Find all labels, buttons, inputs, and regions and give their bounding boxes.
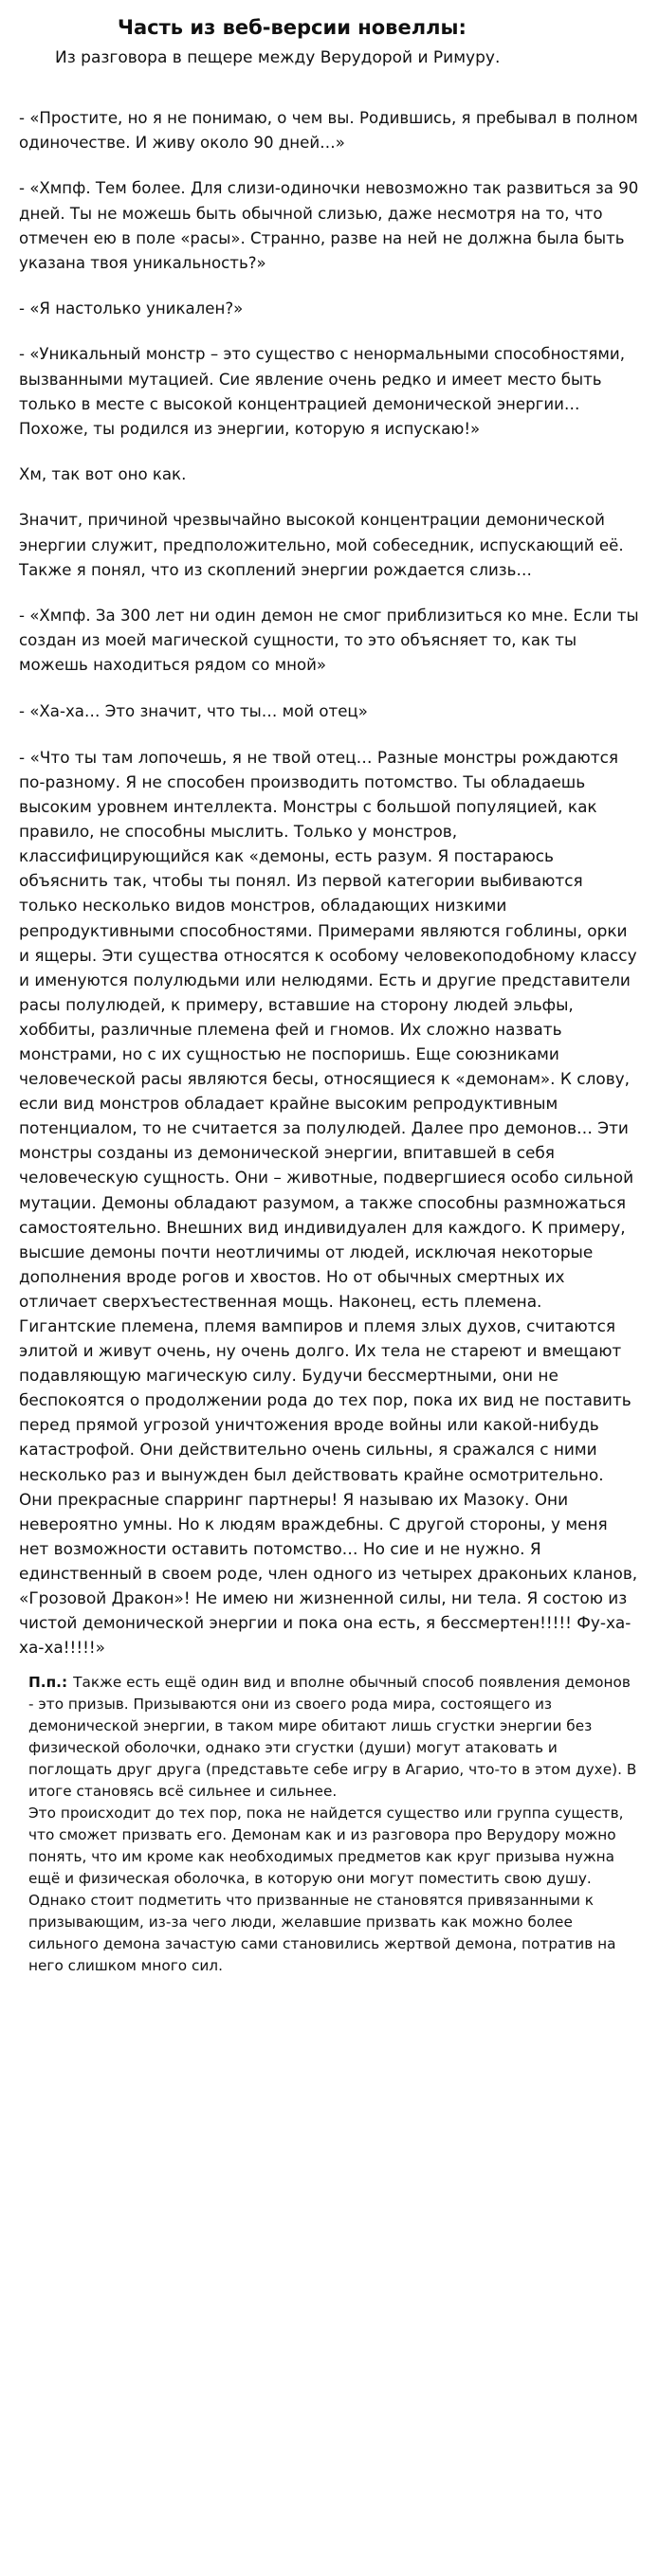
translator-note-text: Также есть ещё один вид и вполне обычный способ появления демонов - это призыв. Призываются они из своего рода мира, состоящего из демонической энергии, в таком мире обитают лишь сгустки энергии без физической оболочки, однако эти сгустки (души) могут атаковать и поглощать друг друга (представьте себе игру в Агарио, что-то в этом духе). В итоге становясь всё сильнее и сильнее. Это происходит до тех пор, пока не найдется существо или группа существ, что сможет призвать его. Демонам как и из разговора про Верудору можно понять, что им кроме как необходимых предметов как круг призыва нужна ещё и физическая оболочка, в которую они могут поместить свою душу. Однако стоит подметить что призванные не становятся привязанными к призывающим, из-за чего люди, желавшие призвать как можно более сильного демона зачастую сами становились жертвой демона, потратив на него слишком много сил. — [28, 1674, 637, 1975]
page-title: Часть из веб-версии новеллы: — [118, 16, 467, 39]
dialogue-monologue: - «Что ты там лопочешь, я не твой отец… Разные монстры рождаются по-разному. Я не способен производить потомство. Ты обладаешь высоким уровнем интеллекта. Монстры с большой популяцией, как правило, не способны мыслить. Только у монстров, классифицирующийся как «демоны, есть разум. Я постараюсь объяснить так, чтобы ты понял. Из первой категории выбиваются только несколько видов монстров, обладающих низкими репродуктивными способностями. Примерами являются гоблины, орки и ящеры. Эти существа относятся к особому человекоподобному классу и именуются полулюдьми или нелюдями. Есть и другие представители расы полулюдей, к примеру, вставшие на сторону людей эльфы, хоббиты, различные племена фей и гномов. Их сложно назвать монстрами, но с их сущностью не поспоришь. Еще союзниками человеческой расы являются бесы, относящиеся к «демонам». К слову, если вид монстров обладает крайне высоким репродуктивным потенциалом, то не считается за полулюдей. Далее про демонов… Эти монстры созданы из демонической энергии, впитавшей в себя человеческую сущность. Они – животные, подвергшиеся особо сильной мутации. Демоны обладают разумом, а также способны размножаться самостоятельно. Внешних вид индивидуален для каждого. К примеру, высшие демоны почти неотличимы от людей, исключая некоторые дополнения вроде рогов и хвостов. Но от обычных смертных их отличает сверхъестественная мощь. Наконец, есть племена. Гигантские племена, племя вампиров и племя злых духов, считаются элитой и живут очень, ну очень долго. Их тела не стареют и вмещают подавляющую магическую силу. Будучи бессмертными, они не беспокоятся о продолжении рода до тех пор, пока их вид не поставить перед прямой угрозой уничтожения вроде войны или какой-нибудь катастрофой. Они действительно очень сильны, я сражался с ними несколько раз и вынужден был действовать крайне осмотрительно. Они прекрасные спарринг партнеры! Я называю их Мазоку. Они невероятно умны. Но к людям враждебны. С другой стороны, у меня нет возможности оставить потомство… Но сие и не нужно. Я единственный в своем роде, член одного из четырех драконьих кланов, «Грозовой Дракон»! Не имею ни жизненной силы, ни тела. Я состою из чистой демонической энергии и пока она есть, я бессмертен!!!!! Фу-ха-ха-ха!!!!!» — [19, 747, 638, 1658]
dialogue-line: - «Хмпф. Тем более. Для слизи-одиночки невозможно так развиться за 90 дней. Ты не можешь быть обычной слизью, даже несмотря на то, что отмечен ею в поле «расы». Странно, разве на ней не должна была быть указана твоя уникальность?» — [19, 179, 639, 273]
translator-note-label: П.п.: — [28, 1674, 68, 1692]
dialogue-line: - «Ха-ха… Это значит, что ты… мой отец» — [19, 701, 368, 720]
translator-note — [19, 1672, 640, 1977]
dialogue-line: - «Уникальный монстр – это существо с ненормальными способностями, вызванными мутацией. Сие явление очень редко и имеет место быть только в месте с высокой концентрацией демонической энергии… Похоже, ты родился из энергии, которую я испускаю!» — [19, 345, 625, 439]
dialogue-line: - «Простите, но я не понимаю, о чем вы. Родившись, я пребывал в полном одиночестве. И живу около 90 дней…» — [19, 109, 638, 153]
narration-line: Хм, так вот оно как. — [19, 465, 187, 484]
dialogue-line: - «Я настолько уникален?» — [19, 299, 244, 318]
dialogue-line: - «Хмпф. За 300 лет ни один демон не смог приблизиться ко мне. Если ты создан из моей магической сущности, то это объясняет то, как ты можешь находиться рядом со мной» — [19, 607, 639, 675]
page-subtitle: Из разговора в пещере между Верудорой и Римуру. — [55, 48, 501, 67]
narration-line: Значит, причиной чрезвычайно высокой концентрации демонической энергии служит, предположительно, мой собеседник, испускающий её. Также я понял, что из скоплений энергии рождается слизь… — [19, 511, 624, 579]
